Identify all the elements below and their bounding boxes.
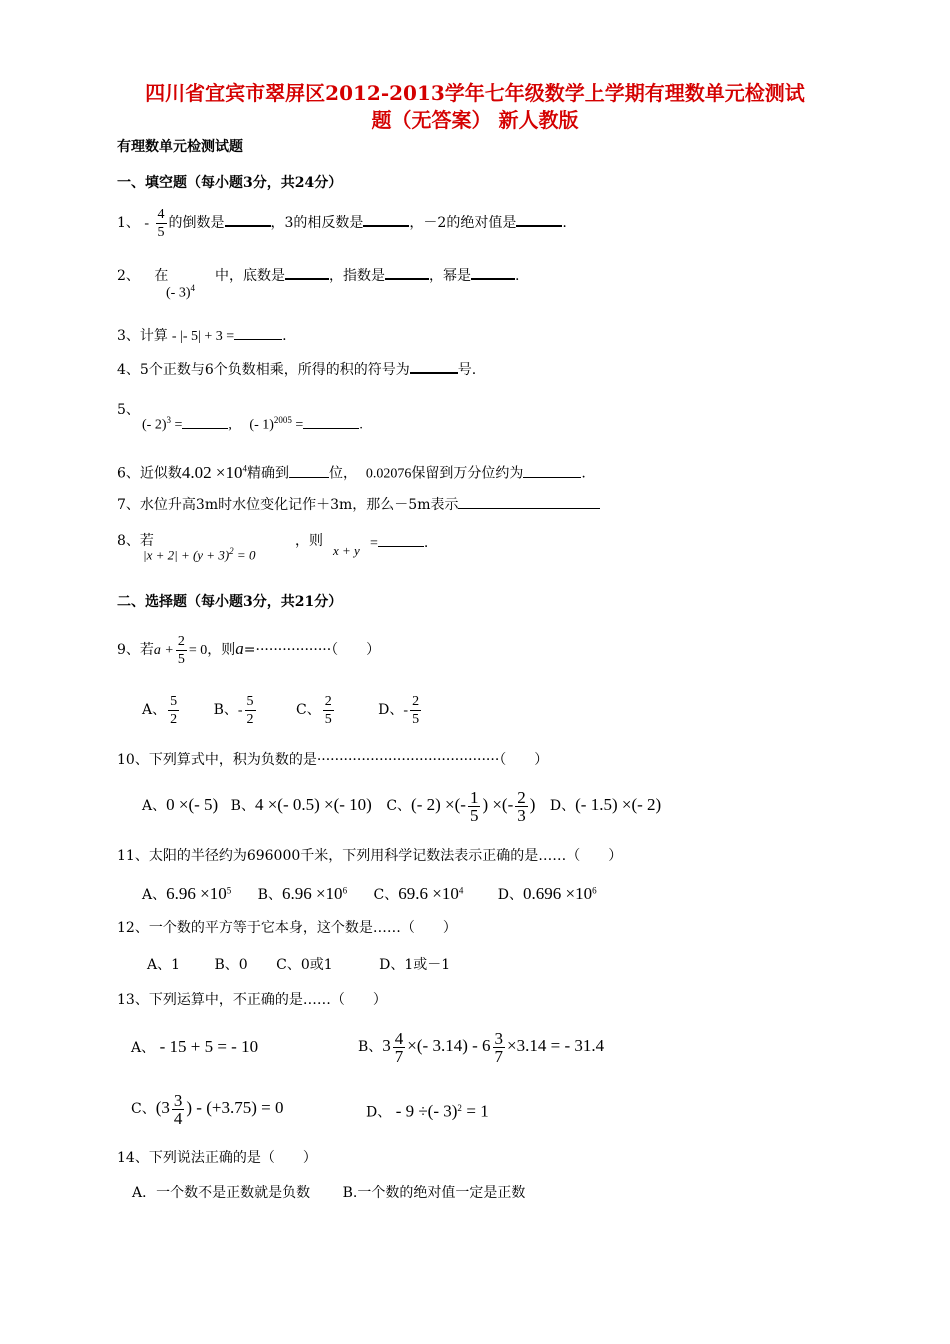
question-14: 14、下列说法正确的是（ ）: [117, 1150, 317, 1166]
q5-expressions: (- 2)$^3$ = , (- 1)$^{2005}$ = .: [142, 415, 363, 433]
q2-blank-3: [471, 277, 515, 280]
q12-option-d[interactable]: D、1或－1: [379, 957, 451, 973]
question-9: 9、若a + $\frac{2}{5}$ = 0，则a=·················（ ）: [117, 633, 381, 667]
q1-text-4: .: [562, 215, 567, 231]
q12-option-a[interactable]: A、1: [147, 957, 181, 973]
q10-options: [142, 785, 661, 826]
q2-expression: (- 3)$^4$: [166, 283, 195, 301]
q9-option-c[interactable]: C、 $\frac{2}{5}$: [296, 693, 332, 727]
document-title-line2: 题（无答案） 新人教版: [371, 108, 579, 132]
q11-options: [142, 880, 597, 905]
q11-option-a[interactable]: A、$6.96 \times 10^5$: [142, 883, 232, 903]
q6-blank-2: [523, 476, 581, 478]
q11-option-b[interactable]: B、$6.96 \times 10^6$: [257, 883, 348, 903]
q11-option-d[interactable]: D、$0.696 \times 10^6$: [497, 883, 597, 903]
document-title-line1: 四川省宜宾市翠屏区2012-2013学年七年级数学上学期有理数单元检测试: [145, 81, 805, 105]
q1-fraction: $\frac{4}{5}$: [157, 206, 165, 240]
q8-text: ，则: [295, 533, 323, 549]
question-12: 12、一个数的平方等于它本身，这个数是……（ ）: [117, 920, 457, 936]
question-2: [117, 266, 168, 286]
q13-option-d[interactable]: D、 - 9 ÷(- 3)$^2$ = 1: [366, 1101, 489, 1121]
q2-text-0: 在: [154, 268, 169, 284]
q10-option-d[interactable]: D、(- 1.5) ×(- 2): [549, 795, 662, 814]
question-10: 10、下列算式中，积为负数的是·········································（ ）: [117, 752, 549, 768]
q10-option-c[interactable]: C、(- 2) ×(- $\frac{1}{5}$ ) ×(- $\frac{2}{3}$ ): [386, 787, 536, 825]
q12-options: [147, 955, 450, 975]
question-1: [117, 205, 567, 242]
q1-text-1: 的倒数是: [168, 215, 225, 231]
q6-blank-1: [289, 476, 329, 478]
q11-option-c[interactable]: C、$69.6 \times 10^4$: [373, 883, 464, 903]
question-11: 11、太阳的半径约为696000千米，下列用科学记数法表示正确的是……（ ）: [117, 848, 623, 864]
question-3: 3、计算 - |- 5| + 3 = .: [117, 328, 287, 344]
q6-expression: $4.02 \times 10^4$: [181, 462, 248, 482]
q5-blank-2: [303, 427, 359, 429]
q1-text-2: ，3的相反数是: [270, 215, 364, 231]
q2-number: 2、: [117, 268, 140, 284]
q14-option-a[interactable]: A．一个数不是正数就是负数: [132, 1185, 311, 1201]
q8-expression: $|x + 2| + (y + 3)^2 = 0$: [143, 546, 256, 563]
q8-blank: [378, 545, 424, 547]
q12-option-b[interactable]: B、0: [214, 957, 248, 973]
question-7: 7、水位升高3m时水位变化记作＋3m，那么－5m表示: [117, 495, 600, 515]
q9-options: [142, 691, 423, 730]
q9-option-d[interactable]: D、- $\frac{2}{5}$: [378, 693, 420, 727]
q12-option-c[interactable]: C、0或1: [276, 957, 333, 973]
q7-blank: [458, 507, 600, 509]
q3-expression: - |- 5| + 3 =: [171, 329, 235, 344]
q1-blank-2: [363, 224, 409, 227]
q14-option-b[interactable]: B.一个数的绝对值一定是正数: [342, 1185, 526, 1201]
section-fill-in-heading: 一、填空题（每小题3分，共24分）: [117, 175, 343, 191]
question-13: 13、下列运算中，不正确的是……（ ）: [117, 992, 387, 1008]
q2-blank-1: [285, 277, 329, 280]
q9-option-a[interactable]: A、 $\frac{5}{2}$: [142, 693, 178, 727]
q13-option-b[interactable]: B、3 $\frac{4}{7}$ ×(- 3.14) - 6 $\frac{3}{7}$ ×3.14 = - 31.4: [358, 1028, 605, 1066]
q1-text-3: ，－2的绝对值是: [409, 215, 517, 231]
question-4: 4、5个正数与6个负数相乘，所得的积的符号为 号.: [117, 362, 477, 378]
subtitle: 有理数单元检测试题: [117, 139, 243, 155]
question-5: 5、: [117, 402, 140, 418]
q2-body: 中，底数是 ，指数是 ，幂是 .: [215, 268, 520, 284]
q3-blank: [234, 338, 282, 340]
section-choice-heading: 二、选择题（每小题3分，共21分）: [117, 594, 343, 610]
q14-options: [132, 1183, 525, 1203]
q1-blank-1: [225, 224, 271, 227]
q13-option-a[interactable]: A、 - 15 + 5 = - 10: [131, 1037, 259, 1056]
question-6: 6、近似数$4.02 \times 10^4$精确到 位， 0.02076保留到万分位约为 .: [117, 462, 586, 482]
q9-option-b[interactable]: B、- $\frac{5}{2}$: [213, 693, 254, 727]
q2-blank-2: [385, 277, 429, 280]
q10-option-b[interactable]: B、4 ×(- 0.5) ×(- 10): [230, 795, 372, 814]
q8-expression-2: x + y: [333, 543, 360, 558]
q5-blank-1: [182, 427, 228, 429]
q1-number: 1、: [117, 215, 140, 231]
q13-option-c[interactable]: C、(3 $\frac{3}{4}$ ) - (+3.75) = 0: [131, 1090, 284, 1128]
q1-sign: -: [144, 216, 150, 231]
q9-fraction: $\frac{2}{5}$: [177, 633, 185, 667]
q1-blank-3: [516, 224, 562, 227]
q10-option-a[interactable]: A、0 ×(- 5): [142, 795, 219, 814]
q8-tail: = .: [370, 535, 429, 551]
question-8: 8、若: [117, 533, 154, 549]
q4-blank: [410, 371, 458, 374]
